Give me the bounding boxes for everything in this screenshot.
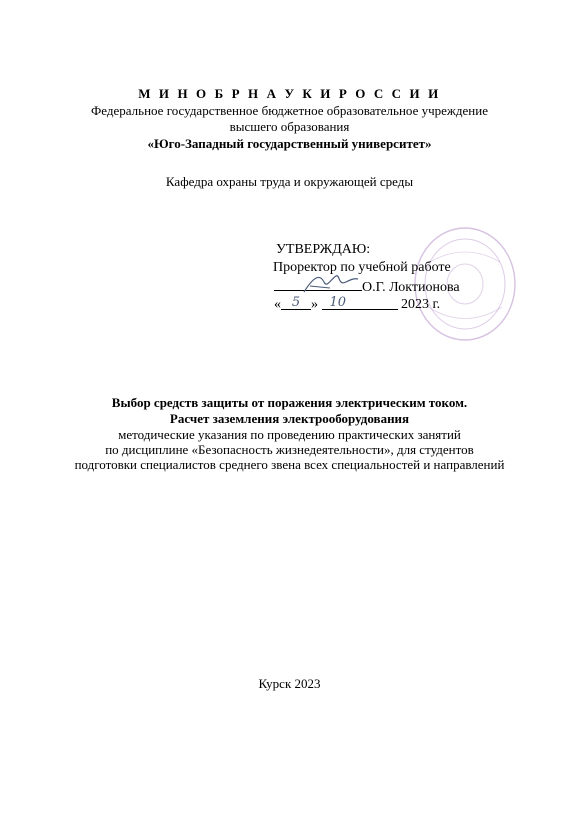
signatory-name: О.Г. Локтионова	[362, 280, 460, 295]
approval-date	[274, 297, 440, 313]
ministry-name: М И Н О Б Р Н А У К И Р О С С И И	[138, 86, 441, 101]
date-day-field	[281, 297, 311, 310]
date-close-quote: »	[311, 297, 318, 312]
document-description-line-1: методические указания по проведению практических занятий	[118, 427, 461, 442]
document-title-line-1: Выбор средств защиты от поражения электрическим током.	[111, 395, 468, 410]
approval-block	[270, 230, 510, 350]
institution-line-1: Федеральное государственное бюджетное образовательное учреждение	[91, 103, 488, 118]
document-title-line-2: Расчет заземления электрооборудования	[169, 411, 410, 426]
date-month-field	[322, 297, 398, 310]
date-month: 10	[329, 295, 347, 310]
approval-heading: УТВЕРЖДАЮ:	[276, 242, 371, 257]
institution-line-2: высшего образования	[229, 119, 350, 134]
document-description-line-2: по дисциплине «Безопасность жизнедеятельности», для студентов	[105, 442, 474, 457]
city-year: Курск 2023	[258, 676, 321, 691]
date-year: 2023 г.	[401, 297, 441, 312]
university-name: «Юго-Западный государственный университет»	[147, 136, 432, 151]
approver-position: Проректор по учебной работе	[273, 260, 451, 275]
handwritten-signature-icon	[300, 270, 360, 298]
date-open-quote: «	[274, 297, 281, 312]
date-day: 5	[291, 295, 301, 310]
department-name: Кафедра охраны труда и окружающей среды	[165, 174, 414, 189]
document-description-line-3: подготовки специалистов среднего звена всех специальностей и направлений	[74, 457, 505, 472]
